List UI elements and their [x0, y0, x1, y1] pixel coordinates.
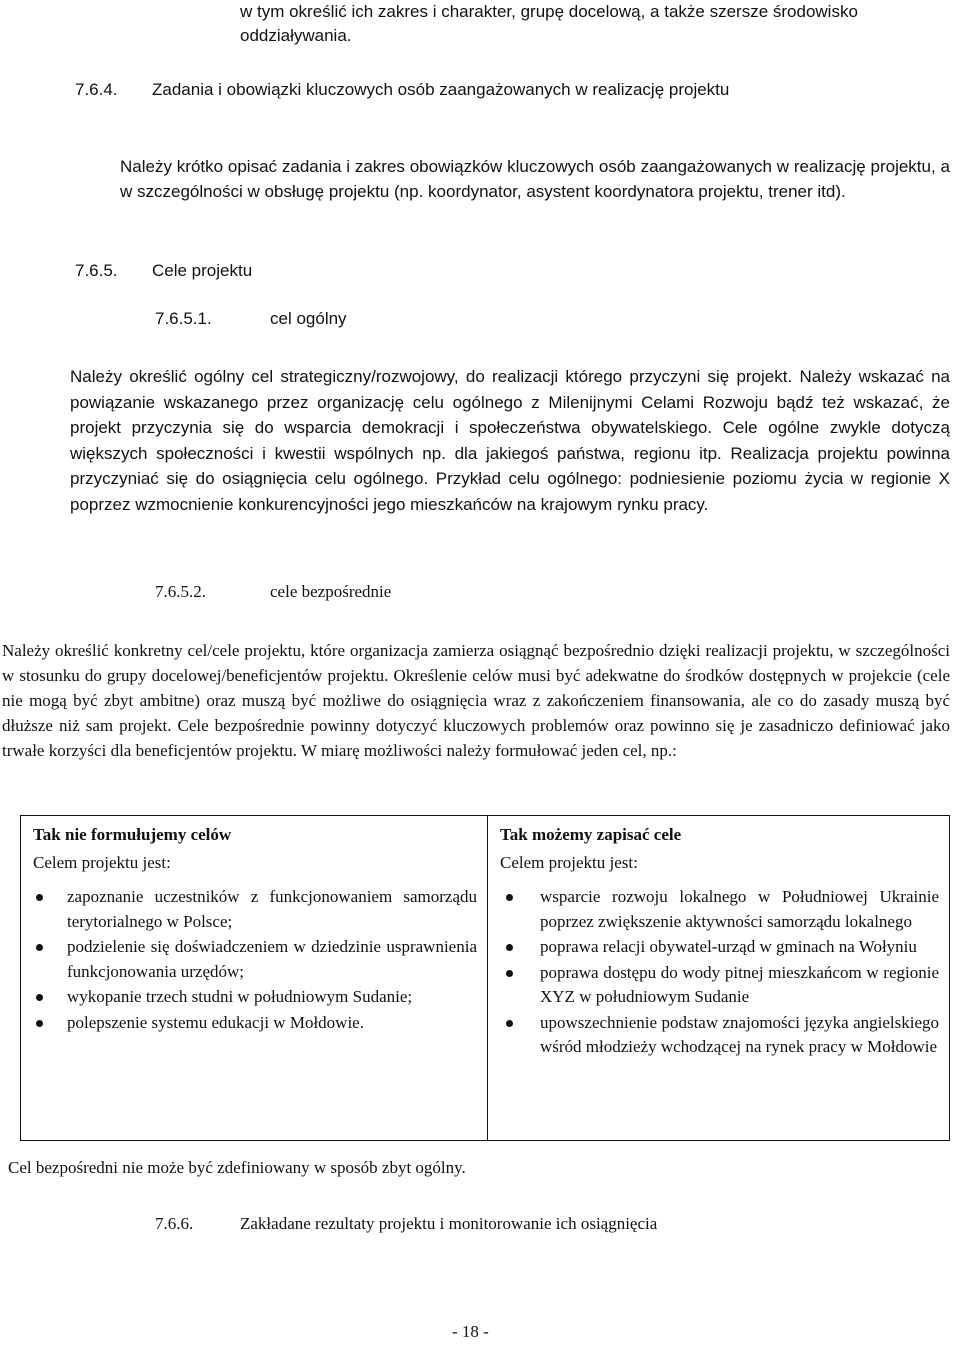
section-title-7-6-4: Zadania i obowiązki kluczowych osób zaangażowanych w realizację projektu — [152, 80, 730, 99]
section-number-7-6-5: 7.6.5. — [75, 261, 118, 280]
list-item: poprawa relacji obywatel-urząd w gminach na Wołyniu — [500, 935, 939, 960]
section-body-7-6-5-2: Należy określić konkretny cel/cele projektu, które organizacja zamierza osiągnąć bezpośrednio dzięki realizacji projektu, w szczególności w stosunku do grupy docelowej/beneficjentów projektu. Określenie celów musi być adekwatne do środków dostępnych w projekcie (cele nie mogą być zbyt ambitne) oraz muszą być możliwe do osiągnięcia wraz z zakończeniem finansowania, ale co do zasady muszą być dłuższe niż sam projekt. Cele bezpośrednie powinny dotyczyć kluczowych problemów oraz powinno się je zasadniczo definiować jako trwałe korzyści dla beneficjentów projektu. W miarę możliwości należy formułować jeden cel, np.: — [2, 641, 950, 760]
table-heading-right: Tak możemy zapisać cele — [500, 825, 682, 844]
intro-text: w tym określić ich zakres i charakter, grupę docelową, a także szersze środowisko oddziaływania. — [240, 2, 858, 45]
list-item: wsparcie rozwoju lokalnego w Południowej Ukrainie poprzez zwiększenie aktywności samorządu lokalnego — [500, 885, 939, 934]
table-heading-wrong: Tak nie formułujemy celów — [33, 825, 232, 844]
section-body-7-6-4: Należy krótko opisać zadania i zakres obowiązków kluczowych osób zaangażowanych w realizację projektu, a w szczególności w obsługę projektu (np. koordynator, asystent koordynatora projektu, trener itd). — [120, 157, 950, 201]
table-column-right — [488, 816, 949, 1140]
section-title-7-6-5-2: cele bezpośrednie — [270, 582, 392, 601]
note-text: Cel bezpośredni nie może być zdefiniowany w sposób zbyt ogólny. — [8, 1158, 466, 1177]
list-item: wykopanie trzech studni w południowym Sudanie; — [33, 985, 477, 1010]
list-item: podzielenie się doświadczeniem w dziedzinie usprawnienia funkcjonowania urzędów; — [33, 935, 477, 984]
table-subheading-right: Celem projektu jest: — [500, 852, 638, 872]
section-title-7-6-5: Cele projektu — [152, 261, 253, 280]
page-number: - 18 - — [452, 1322, 489, 1341]
section-number-7-6-6: 7.6.6. — [155, 1214, 194, 1233]
list-item: polepszenie systemu edukacji w Mołdowie. — [33, 1011, 477, 1036]
section-number-7-6-4: 7.6.4. — [75, 80, 118, 99]
table-column-wrong — [21, 816, 488, 1140]
list-item: poprawa dostępu do wody pitnej mieszkańcom w regionie XYZ w południowym Sudanie — [500, 961, 939, 1010]
wrong-goals-list — [33, 885, 477, 1035]
section-number-7-6-5-2: 7.6.5.2. — [155, 582, 206, 601]
section-title-7-6-5-1: cel ogólny — [270, 309, 347, 328]
comparison-table — [20, 815, 950, 1141]
table-subheading-wrong: Celem projektu jest: — [33, 852, 171, 872]
section-number-7-6-5-1: 7.6.5.1. — [155, 309, 212, 328]
list-item: upowszechnienie podstaw znajomości języka angielskiego wśród młodzieży wchodzącej na rynek pracy w Mołdowie — [500, 1011, 939, 1060]
list-item: zapoznanie uczestników z funkcjonowaniem samorządu terytorialnego w Polsce; — [33, 885, 477, 934]
right-goals-list — [500, 885, 939, 1060]
section-body-7-6-5-1: Należy określić ogólny cel strategiczny/rozwojowy, do realizacji którego przyczyni się projekt. Należy wskazać na powiązanie wskazanego przez organizację celu ogólnego z Milenijnymi Celami Rozwoju bądź też wskazać, że projekt przyczynia się do wsparcia demokracji i społeczeństwa obywatelskiego. Cele ogólne zwykle dotyczą większych społeczności i kwestii wspólnych np. dla jakiegoś państwa, regionu itp. Realizacja projektu powinna przyczyniać się do osiągnięcia celu ogólnego. Przykład celu ogólnego: podniesienie poziomu życia w regionie X poprzez wzmocnienie konkurencyjności jego mieszkańców na krajowym rynku pracy. — [70, 367, 950, 514]
section-title-7-6-6: Zakładane rezultaty projektu i monitorowanie ich osiągnięcia — [240, 1214, 658, 1233]
